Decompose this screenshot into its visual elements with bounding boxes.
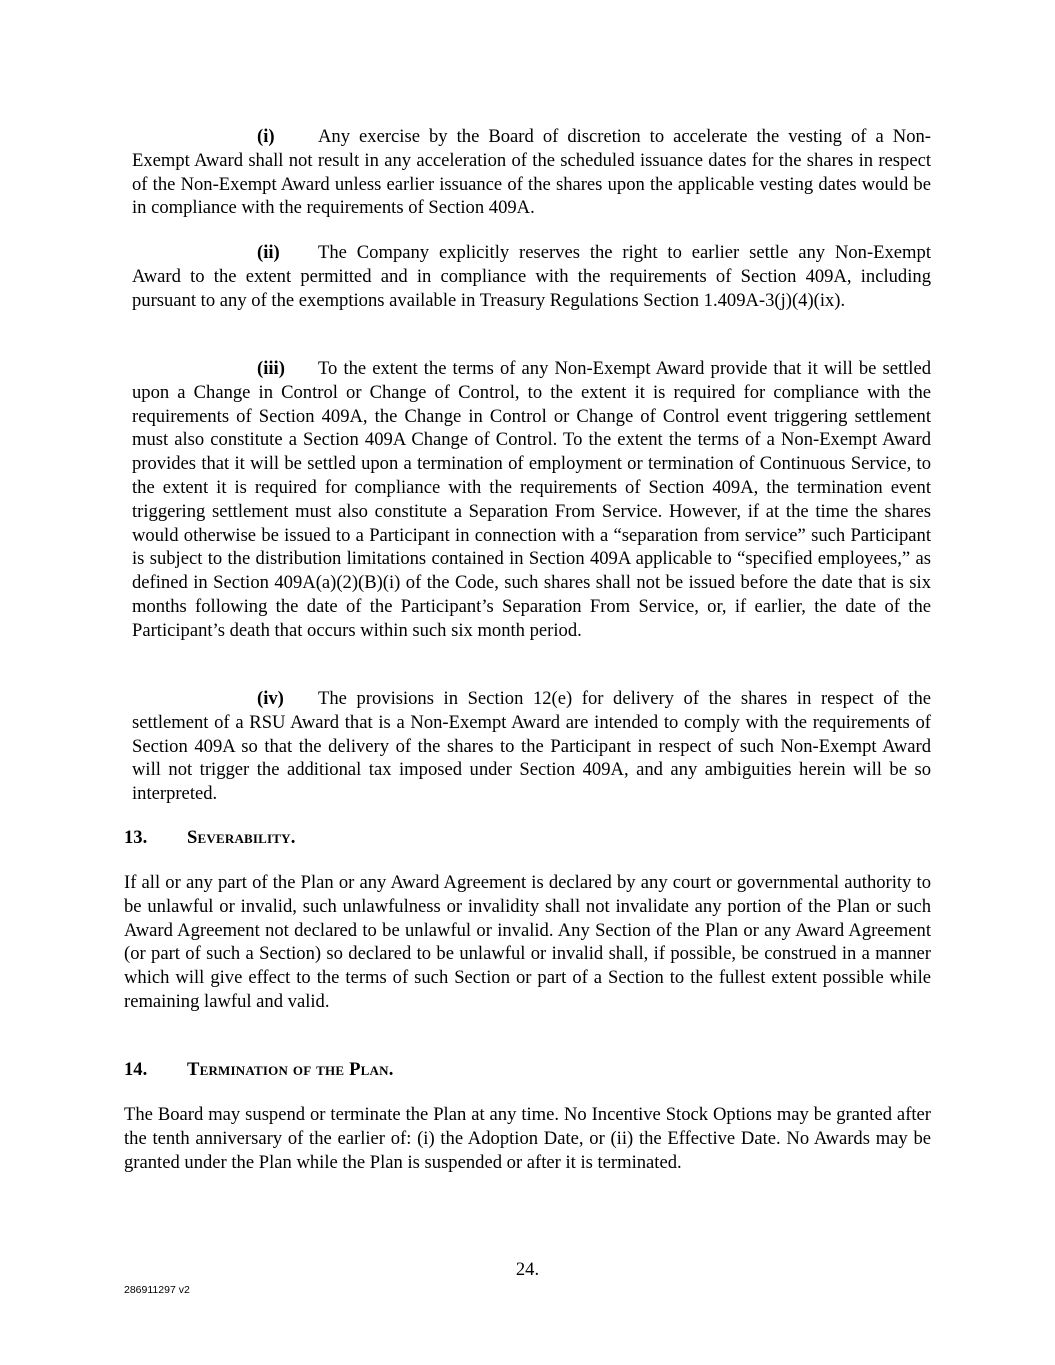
subsection-text: Any exercise by the Board of discretion to accelerate the vesting of a Non-Exempt Award shall not result in any acceleration of the scheduled issuance dates for the shares in respect of the Non-Exempt Award unless earlier issuance of the shares upon the applicable vesting dates would be in compliance with the requirements of Section 409A. — [132, 126, 931, 219]
section-title: Termination of the Plan. — [187, 1059, 394, 1080]
section-14-heading — [124, 1058, 394, 1082]
section-13-heading — [124, 826, 296, 850]
section-13-body: If all or any part of the Plan or any Award Agreement is declared by any court or governmental authority to be unlawful or invalid, such unlawfulness or invalidity shall not invalidate any portion of the Plan or such Award Agreement not declared to be unlawful or invalid. Any Section of the Plan or any Award Agreement (or part of such a Section) so declared to be unlawful or invalid shall, if possible, be construed in a manner which will give effect to the terms of such Section or part of a Section to the fullest extent possible while remaining lawful and valid. — [124, 872, 931, 1012]
section-title: Severability. — [187, 827, 296, 848]
subsection-text: To the extent the terms of any Non-Exempt Award provide that it will be settled upon a Change in Control or Change of Control, to the extent it is required for compliance with the requirements of Section 409A, the Change in Control or Change of Control event triggering settlement must also constitute a Section 409A Change of Control. To the extent the terms of a Non-Exempt Award provides that it will be settled upon a termination of employment or termination of Continuous Service, to the extent it is required for compliance with the requirements of Section 409A, the termination event triggering settlement must also constitute a Separation From Service. However, if at the time the shares would otherwise be issued to a Participant in connection with a “separation from service” such Participant is subject to the distribution limitations contained in Section 409A applicable to “specified employees,” as defined in Section 409A(a)(2)(B)(i) of the Code, such shares shall not be issued before the date that is six months following the date of the Participant’s Separation From Service, or, if earlier, the date of the Participant’s death that occurs within such six month period. — [132, 358, 931, 641]
section-number: 14. — [124, 1059, 148, 1080]
subsection-iii — [132, 357, 931, 643]
subsection-marker: (iv) — [257, 688, 284, 709]
subsection-text: The provisions in Section 12(e) for delivery of the shares in respect of the settlement of a RSU Award that is a Non-Exempt Award are intended to comply with the requirements of Section 409A so that the delivery of the shares to the Participant in respect of such Non-Exempt Award will not trigger the additional tax imposed under Section 409A, and any ambiguities herein will be so interpreted. — [132, 688, 931, 805]
section-14-body: The Board may suspend or terminate the Plan at any time. No Incentive Stock Options may be granted after the tenth anniversary of the earlier of: (i) the Adoption Date, or (ii) the Effective Date. No Awards may be granted under the Plan while the Plan is suspended or after it is terminated. — [124, 1104, 931, 1173]
page-number: 24. — [515, 1259, 540, 1280]
subsection-marker: (iii) — [257, 358, 285, 379]
subsection-text: The Company explicitly reserves the right to earlier settle any Non-Exempt Award to the extent permitted and in compliance with the requirements of Section 409A, including pursuant to any of the exemptions available in Treasury Regulations Section 1.409A-3(j)(4)(ix). — [132, 242, 931, 311]
subsection-iv — [132, 687, 931, 806]
subsection-ii — [132, 241, 931, 312]
subsection-i — [132, 125, 931, 220]
section-number: 13. — [124, 827, 148, 848]
document-id: 286911297 v2 — [124, 1284, 190, 1296]
subsection-marker: (ii) — [257, 242, 280, 263]
subsection-marker: (i) — [257, 126, 275, 147]
